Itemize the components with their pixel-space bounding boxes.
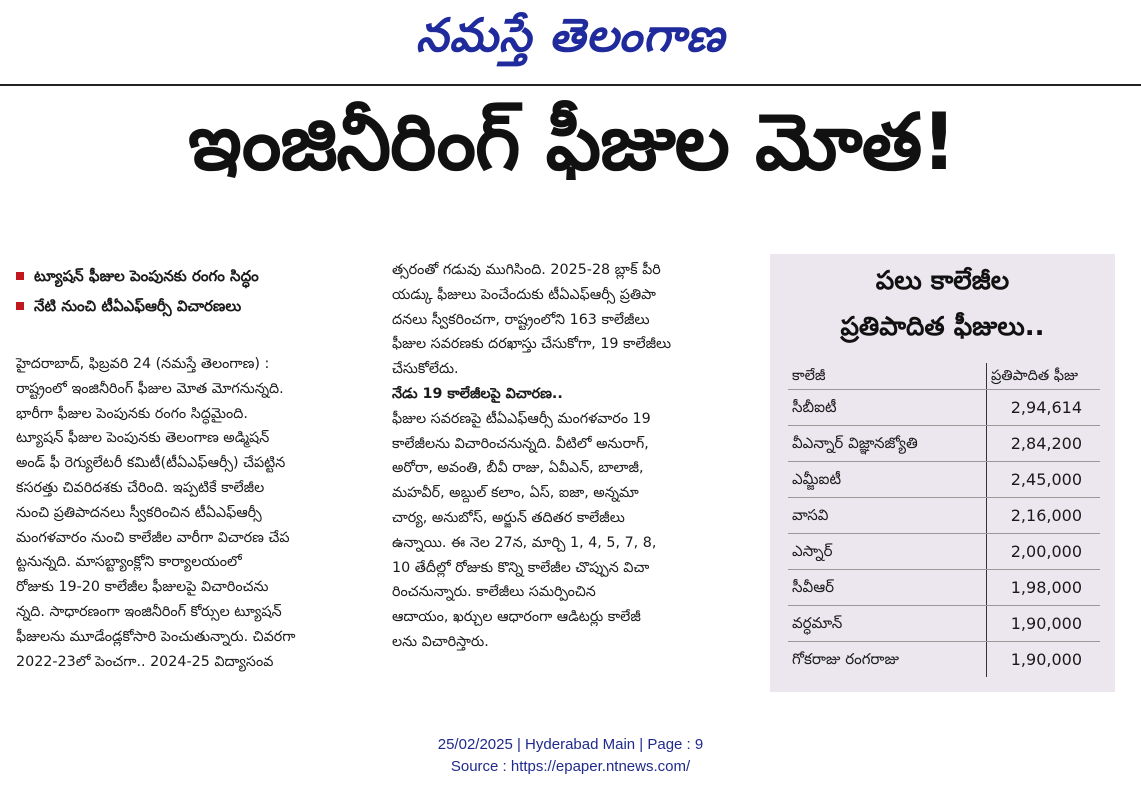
fee-value: 1,90,000: [1010, 650, 1082, 669]
article-line: భారీగా ఫీజుల పెంపునకు రంగం సిద్ధమైంది.: [16, 405, 248, 422]
table-row: [788, 642, 1100, 678]
article-body-1: [16, 352, 368, 674]
article-column-1: [16, 262, 368, 674]
masthead-divider: [0, 84, 1141, 86]
source-link[interactable]: Source : https://epaper.ntnews.com/: [450, 758, 691, 775]
fee-value: 1,98,000: [987, 570, 1101, 606]
article-line: ఫీజుల సవరణకు దరఖాస్తు చేసుకోగా, 19 కాలేజీలు: [392, 336, 672, 353]
fee-value: 2,00,000: [987, 534, 1101, 570]
article-line: ఆదాయం, ఖర్చుల ఆధారంగా ఆడిటర్లు కాలేజీ: [392, 609, 641, 626]
article-line: ట్టనున్నది. మాసబ్ట్యాంక్లోని కార్యాలయంలో: [16, 554, 242, 571]
headline: ఇంజినీరింగ్ ఫీజుల మోత!: [188, 98, 956, 188]
article-subheading: నేడు 19 కాలేజీలపై విచారణ..: [392, 385, 563, 402]
article-line: హైదరాబాద్, ఫిబ్రవరి 24 (నమస్తే తెలంగాణ) :: [16, 356, 270, 372]
table-row: [788, 606, 1100, 642]
college-name: సీవీఆర్: [788, 570, 987, 606]
article-line: అరోరా, అవంతి, బీవీ రాజు, ఏవీఎన్, బాలాజీ,: [392, 460, 644, 477]
article-line: కసరత్తు చివరిదశకు చేరింది. ఇప్పటికే కాలేజీల: [16, 479, 265, 496]
article-line: చేసుకోలేదు.: [392, 361, 459, 378]
highlight-item: ట్యూషన్ ఫీజుల పెంపునకు రంగం సిద్ధం: [16, 262, 368, 290]
fee-value: 2,94,614: [987, 390, 1101, 426]
article-line: 10 తేదీల్లో రోజుకు కొన్ని కాలేజీల చొప్పున విచా: [392, 559, 650, 576]
article-line: చార్య, అనుబోస్, అర్జున్ తదితర కాలేజీలు: [392, 509, 625, 526]
article-line: అండ్ ఫీ రెగ్యులేటరీ కమిటీ(టీఏఎఫ్ఆర్సీ) చేపట్టిన: [16, 455, 286, 472]
page-footer: [0, 734, 1141, 778]
article-line: నుంచి ప్రతిపాదనలు స్వీకరించిన టీఏఎఫ్ఆర్సీ: [16, 504, 262, 521]
edition-info: 25/02/2025 | Hyderabad Main | Page : 9: [437, 736, 704, 753]
article-line: 2022-23లో పెంచగా.. 2024-25 విద్యాసంవ: [16, 653, 274, 670]
article-line: దనలు స్వీకరించగా, రాష్ట్రంలోని 163 కాలేజీలు: [392, 311, 650, 328]
table-row: [788, 570, 1100, 606]
column-header-college: కాలేజీ: [788, 363, 987, 390]
college-name: ఎస్నార్: [788, 534, 987, 570]
article-line: రోజుకు 19-20 కాలేజీల ఫీజులపై విచారించను: [16, 579, 269, 596]
article-line: న్నది. సాధారణంగా ఇంజినీరింగ్ కోర్సుల ట్యూషన్: [16, 603, 282, 620]
college-name: వీఎన్నార్ విజ్ఞానజ్యోతి: [788, 426, 987, 462]
bullet-icon: [16, 272, 24, 280]
fee-value: 2,16,000: [987, 498, 1101, 534]
table-row: [788, 426, 1100, 462]
article-column-2: [392, 258, 754, 655]
college-name: వర్ధమాన్: [788, 606, 987, 642]
fee-value: 2,45,000: [987, 462, 1101, 498]
college-name: వాసవి: [788, 498, 987, 534]
college-name: గోకరాజు రంగరాజు: [788, 642, 987, 678]
article-line: కాలేజీలను విచారించనున్నది. వీటిలో అనురాగ్,: [392, 435, 649, 452]
table-row: [788, 534, 1100, 570]
fee-value: 1,90,000: [987, 606, 1101, 642]
fees-table: [788, 363, 1100, 677]
article-line: లను విచారిస్తారు.: [392, 633, 489, 650]
article-line: రాష్ట్రంలో ఇంజినీరింగ్ ఫీజుల మోత మోగనున్నది.: [16, 380, 284, 397]
fee-value: 2,84,200: [987, 426, 1101, 462]
table-row: [788, 498, 1100, 534]
bullet-icon: [16, 302, 24, 310]
college-name: సీబీఐటీ: [788, 390, 987, 426]
article-line: ఫీజుల సవరణపై టీఏఎఫ్ఆర్సీ మంగళవారం 19: [392, 410, 651, 427]
article-line: త్సరంతో గడువు ముగిసింది. 2025-28 బ్లాక్ పీరి: [392, 262, 661, 278]
fees-sidebar: [770, 254, 1115, 692]
article-line: ఫీజులను మూడేండ్లకోసారి పెంచుతున్నారు. చివరగా: [16, 628, 296, 645]
article-line: ట్యూషన్ ఫీజుల పెంపునకు తెలంగాణ అడ్మిషన్: [16, 430, 270, 447]
article-line: మహవీర్, అబ్దుల్ కలాం, ఏస్, ఐజా, అన్నమా: [392, 485, 639, 502]
article-line: మంగళవారం నుంచి కాలేజీల వారీగా విచారణ చేప: [16, 529, 290, 546]
masthead-logo: నమస్తే తెలంగాణ: [415, 8, 726, 62]
highlight-item: నేటి నుంచి టీఏఎఫ్ఆర్సీ విచారణలు: [16, 292, 368, 320]
article-line: ఉన్నాయి. ఈ నెల 27న, మార్చి 1, 4, 5, 7, 8,: [392, 534, 657, 551]
column-header-fee: ప్రతిపాదిత ఫీజు: [987, 363, 1101, 390]
sidebar-title: పలు కాలేజీల ప్రతిపాదిత ఫీజులు..: [840, 266, 1045, 342]
college-name: ఎమ్జీఐటీ: [788, 462, 987, 498]
table-header-row: [788, 363, 1100, 390]
article-line: రించనున్నారు. కాలేజీలు సమర్పించిన: [392, 584, 596, 601]
article-line: యడ్కు ఫీజులు పెంచేందుకు టీఏఎఫ్ఆర్సీ ప్రతిపా: [392, 286, 656, 303]
table-row: [788, 462, 1100, 498]
table-row: [788, 390, 1100, 426]
